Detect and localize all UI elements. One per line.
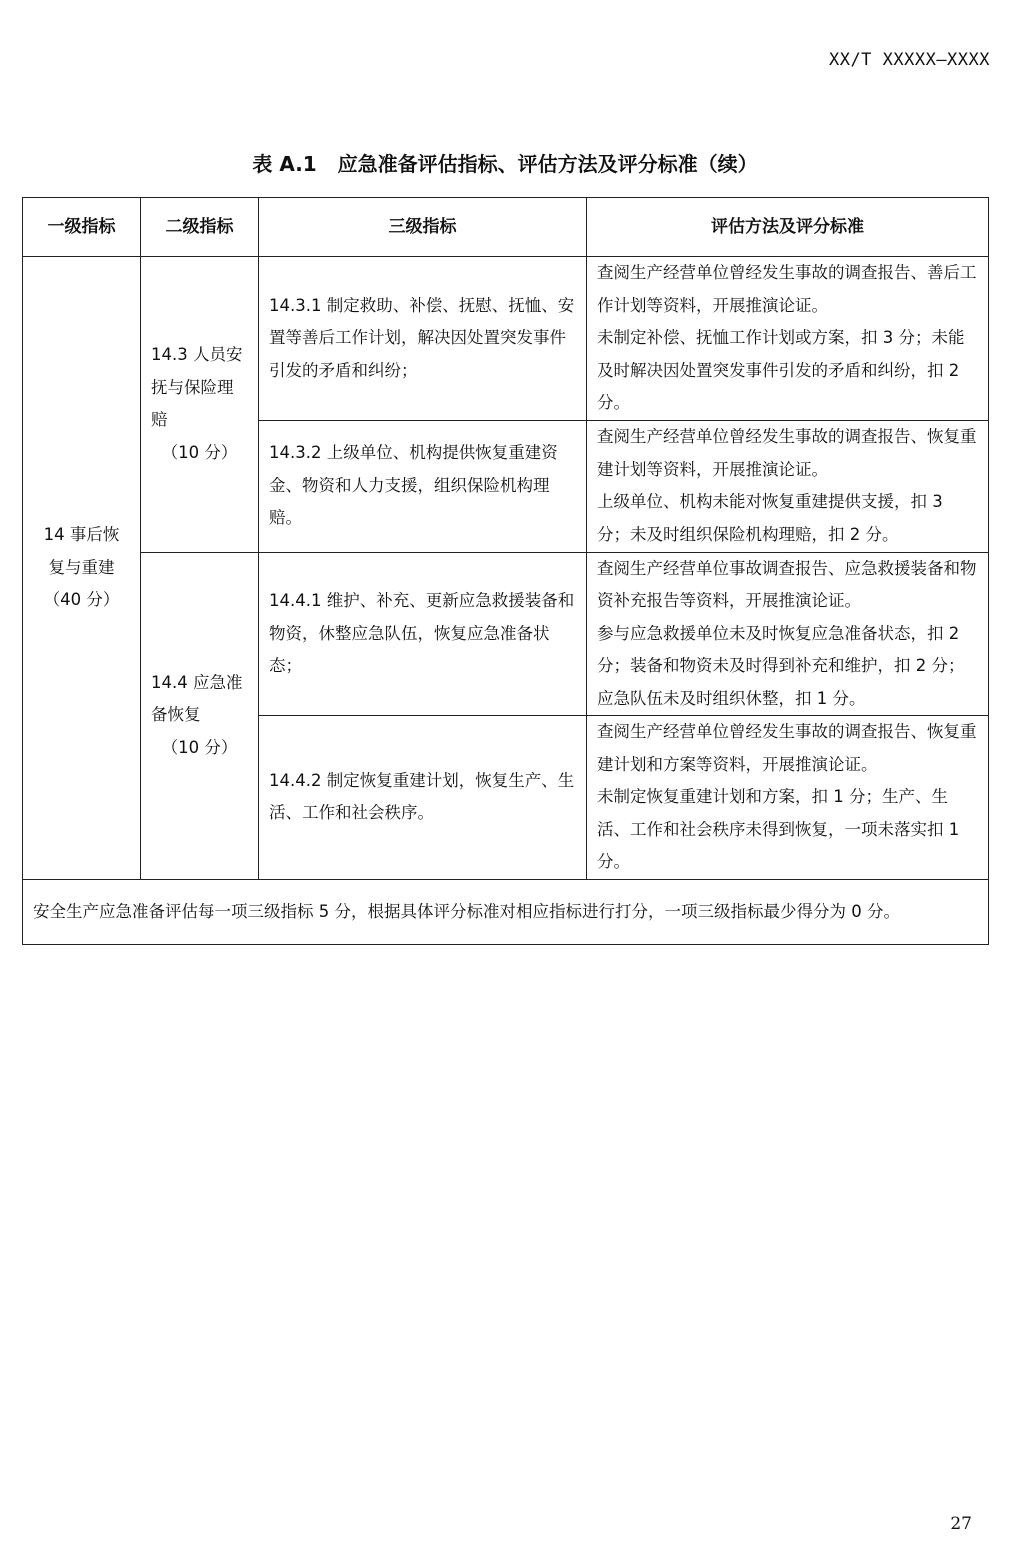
method-review: 查阅生产经营单位曾经发生事故的调查报告、善后工作计划等资料，开展推演论证。 [597, 263, 977, 315]
level1-line: 14 事后恢 [43, 525, 120, 544]
method-review: 查阅生产经营单位事故调查报告、应急救援装备和物资补充报告等资料，开展推演论证。 [597, 558, 977, 610]
page-number: 27 [950, 1514, 972, 1534]
level2-line: 抚与保险理 [151, 377, 234, 397]
method-scoring: 未制定补偿、抚恤工作计划或方案，扣 3 分；未能及时解决因处置突发事件引发的矛盾和纠纷，扣 2 分。 [597, 328, 965, 412]
level3-indicator-cell: 14.4.1 维护、补充、更新应急救援装备和物资，休整应急队伍，恢复应急准备状态； [259, 552, 587, 716]
method-review: 查阅生产经营单位曾经发生事故的调查报告、恢复重建计划和方案等资料，开展推演论证。 [597, 722, 977, 774]
evaluation-table [22, 197, 989, 945]
method-cell [587, 552, 989, 716]
level2-line: 14.4 应急准 [151, 672, 243, 692]
method-cell [587, 716, 989, 880]
level3-indicator-cell: 14.4.2 制定恢复重建计划，恢复生产、生活、工作和社会秩序。 [259, 716, 587, 880]
level2-indicator-cell [141, 257, 259, 553]
column-header-method: 评估方法及评分标准 [587, 198, 989, 257]
column-header-level2: 二级指标 [141, 198, 259, 257]
level2-indicator-cell [141, 552, 259, 879]
column-header-level1: 一级指标 [23, 198, 141, 257]
method-scoring: 未制定恢复重建计划和方案，扣 1 分；生产、生活、工作和社会秩序未得到恢复，一项未落实扣 1 分。 [597, 787, 960, 871]
table-caption: 表 A.1 应急准备评估指标、评估方法及评分标准（续） [252, 152, 758, 176]
method-cell [587, 257, 989, 421]
table-header-row [23, 198, 989, 257]
level3-indicator-cell: 14.3.1 制定救助、补偿、抚慰、抚恤、安置等善后工作计划，解决因处置突发事件引发的矛盾和纠纷； [259, 257, 587, 421]
level1-line: 复与重建 [48, 557, 115, 577]
table-footnote: 安全生产应急准备评估每一项三级指标 5 分，根据具体评分标准对相应指标进行打分，一项三级指标最少得分为 0 分。 [23, 879, 989, 944]
level1-score: （40 分） [43, 590, 120, 609]
method-review: 查阅生产经营单位曾经发生事故的调查报告、恢复重建计划等资料，开展推演论证。 [597, 427, 977, 479]
level2-score: （10 分） [161, 737, 238, 757]
level2-line: 赔 [151, 410, 168, 430]
level1-indicator-cell [23, 257, 141, 880]
table-footnote-row [23, 879, 989, 944]
level2-line: 14.3 人员安 [151, 345, 243, 365]
level2-score: （10 分） [161, 442, 238, 462]
table-row [23, 257, 989, 421]
level3-indicator-cell: 14.3.2 上级单位、机构提供恢复重建资金、物资和人力支援，组织保险机构理赔。 [259, 420, 587, 552]
document-code: XX/T XXXXX—XXXX [828, 50, 990, 70]
level2-line: 备恢复 [151, 705, 201, 725]
method-cell [587, 420, 989, 552]
table-row [23, 552, 989, 716]
method-scoring: 上级单位、机构未能对恢复重建提供支援，扣 3 分；未及时组织保险机构理赔，扣 2 分。 [597, 492, 943, 544]
column-header-level3: 三级指标 [259, 198, 587, 257]
method-scoring: 参与应急救援单位未及时恢复应急准备状态，扣 2 分；装备和物资未及时得到补充和维护，扣 2 分；应急队伍未及时组织休整，扣 1 分。 [597, 623, 965, 708]
